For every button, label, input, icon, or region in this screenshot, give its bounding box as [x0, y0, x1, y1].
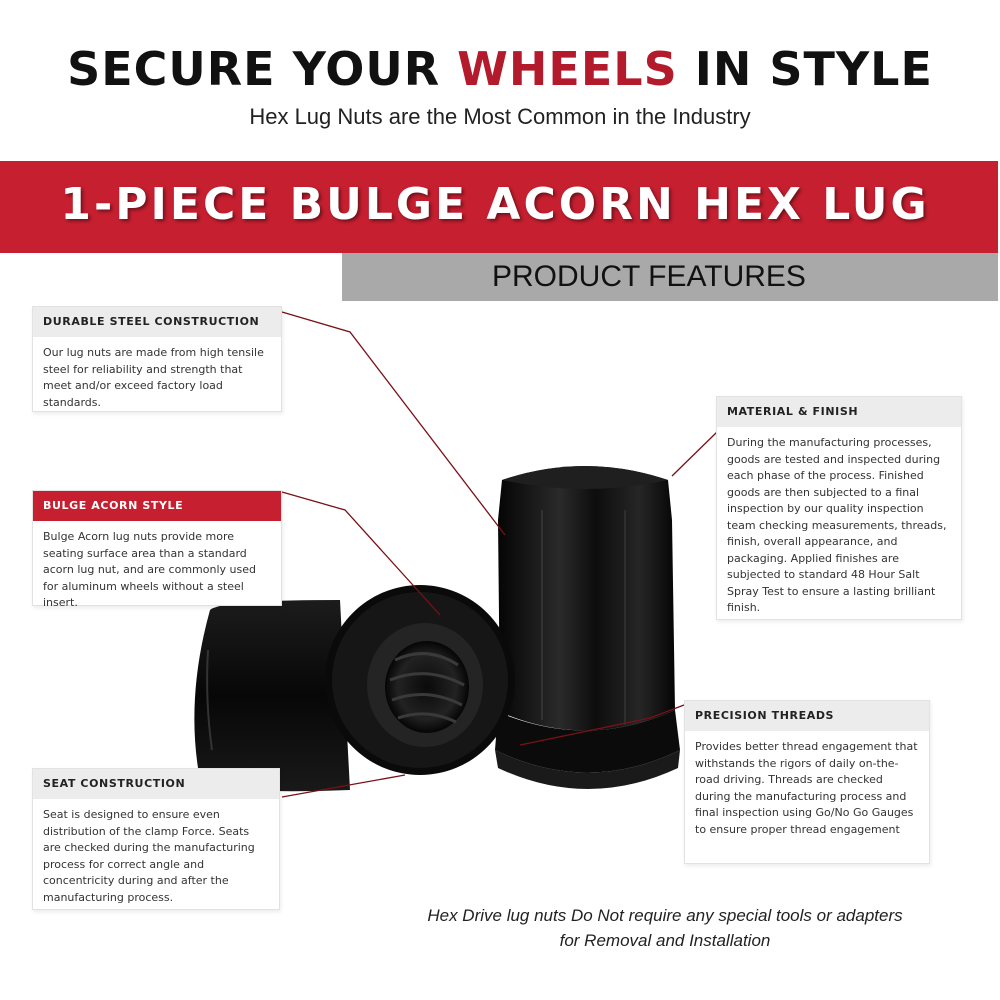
footnote-line-1: Hex Drive lug nuts Do Not require any special tools or adapters	[427, 906, 903, 925]
headline-text-post: IN STYLE	[677, 42, 933, 96]
feature-card-durable-steel	[32, 306, 282, 412]
page-subheadline: Hex Lug Nuts are the Most Common in the Industry	[249, 104, 751, 129]
feature-title: DURABLE STEEL CONSTRUCTION	[33, 307, 281, 337]
leader-threads	[520, 705, 684, 745]
feature-card-bulge-acorn	[32, 490, 282, 609]
footnote	[370, 903, 960, 953]
leader-bulge	[282, 492, 440, 615]
feature-card-material-finish	[716, 396, 962, 620]
feature-title: BULGE ACORN STYLE	[33, 491, 281, 521]
leader-seat	[282, 775, 405, 797]
feature-title: MATERIAL & FINISH	[717, 397, 961, 427]
headline-text-pre: SECURE YOUR	[67, 42, 458, 96]
feature-card-precision-threads	[684, 700, 930, 864]
leader-material	[672, 432, 717, 476]
feature-description: Seat is designed to ensure even distribution of the clamp Force. Seats are checked during the manufacturing process for correct angle and concentricity during and after the manufacturing process.	[43, 808, 255, 904]
feature-description: Provides better thread engagement that withstands the rigors of daily on-the-road driving. Threads are checked during the manufacturing process and final inspection using Go/No Go Gauges to ensure proper thread engagement	[695, 740, 918, 836]
feature-card-seat-construction	[32, 768, 280, 910]
feature-description: Our lug nuts are made from high tensile steel for reliability and strength that meet and/or exceed factory load standards.	[43, 346, 264, 409]
headline-text-accent: WHEELS	[457, 42, 678, 96]
feature-title: PRECISION THREADS	[685, 701, 929, 731]
footnote-line-2: for Removal and Installation	[559, 931, 771, 950]
features-label: PRODUCT FEATURES	[492, 260, 806, 293]
product-title: 1-PIECE BULGE ACORN HEX LUG	[60, 179, 930, 230]
feature-description: Bulge Acorn lug nuts provide more seating surface area than a standard acorn lug nut, and are commonly used for aluminum wheels without a steel insert.	[43, 530, 256, 609]
feature-description: During the manufacturing processes, goods are tested and inspected during each phase of the process. Finished goods are then subjected to a final inspection by our quality inspection team checking measurements, threads, finish, overall appearance, and packaging. Applied finishes are subjected to standard 48 Hour Salt Spray Test to ensure a lasting brilliant finish.	[727, 436, 947, 614]
feature-title: SEAT CONSTRUCTION	[33, 769, 279, 799]
